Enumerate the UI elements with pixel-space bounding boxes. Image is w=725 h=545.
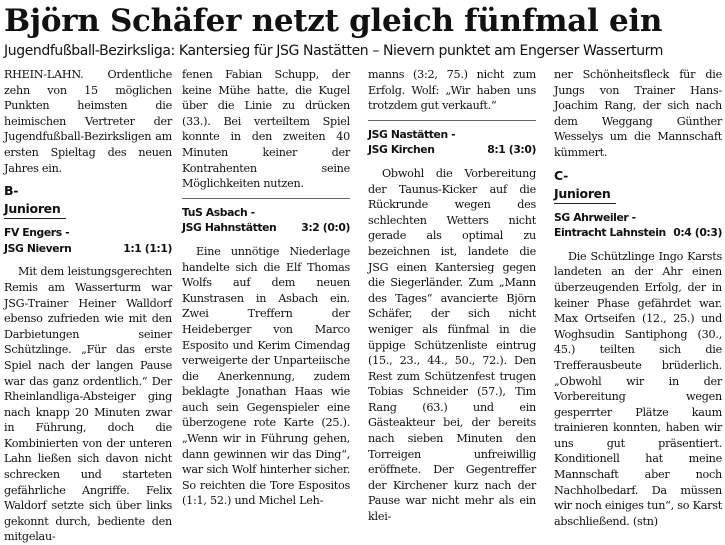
match-report: Obwohl die Vorbereitung der Taunus-Kicker auf die Rückrunde wegen des schlechten Wetters nicht gerade als optimal zu bezeichnen ist, landete die JSG einen Kantersieg gegen die Siegerländer. Zum „Mann des Tages“ avancierte Björn Schäfer, der sich nicht weniger als fünfmal in die üppige Schützenliste eintrug (15., 23., 44., 50., 72.). Den Rest zum Schützenfest trugen Tobias Schneider (57.), Tim Rang (63.) und ein Gästeakteur bei, der bereits nach sieben Minuten den Torreigen unfreiwillig eröffnete. Der Gegentreffer der Kirchener kurz nach der Pause war nicht mehr als ein klei- [368,166,536,524]
match-report: Mit dem leistungsgerechten Remis am Wasserturm war JSG-Trainer Heiner Walldorf ebenso zufrieden wie mit den Darbietungen seiner Schützlinge. „Für das erste Spiel nach der langen Pause war das ganz ordentlich.“ Der Rheinlandliga-Absteiger ging nach knapp 20 Minuten zwar in Führung, doch die Kombinierten von der unteren Lahn ließen sich davon nicht schrecken und starteten gefährliche Angriffe. Felix Waldorf setzte sich über links gekonnt durch, bediente den mitgelau- [4,265,172,544]
section-heading-c-junioren: C-Junioren [554,167,616,204]
continued-paragraph: fenen Fabian Schupp, der keine Mühe hatte, die Kugel über die Linie zu drücken (33.). Bei verteiltem Spiel konnte in den zweiten 40 Minuten keiner der Kontrahenten seine Möglichkeiten nutzen. [182,68,350,191]
match-report: Eine unnötige Niederlage handelte sich die Elf Thomas Wolfs auf dem neuen Kunstrasen in Asbach ein. Zwei Treffern der Heideberger von Marco Esposito und Kerim Cimendag verweigerte der Unparteiische die Anerkennung, zudem beklagte Jonathan Haas wie auch sein Gegenspieler eine überzogene rote Karte (25.). „Wenn wir in Führung gehen, dann gewinnen wir das Ding“, war sich Wolf hinterher sicher. So reichten die Tore Espositos (1:1, 52.) und Michel Leh- [182,244,350,508]
match-away-team: JSG Kirchen [368,143,435,157]
match-result [554,210,722,241]
match-result [182,205,350,236]
match-score: 8:1 (3:0) [487,143,536,157]
match-score: 0:4 (0:3) [673,226,722,240]
continued-paragraph: manns (3:2, 75.) nicht zum Erfolg. Wolf: „Wir haben uns trotzdem gut verkauft.“ [368,68,536,113]
subheadline: Jugendfußball-Bezirksliga: Kantersieg für JSG Nastätten – Nievern punktet am Engerser Wasserturm [4,43,664,59]
intro-paragraph: RHEIN-LAHN. Ordentliche zehn von 15 möglichen Punkten heimsten die heimischen Vertreter der Jugendfußball-Bezirksligen am ersten Spieltag des neuen Jahres ein. [4,68,172,175]
match-home-team: TuS Asbach - [182,205,255,219]
continued-paragraph: ner Schönheitsfleck für die Jungs von Trainer Hans-Joachim Rang, der sich nach dem Weggang Günther Wesselys um die Mannschaft kümmert. [554,68,722,159]
match-result [4,225,172,256]
match-home-team: SG Ahrweiler - [554,210,636,224]
column-3 [368,67,536,524]
match-away-team: Eintracht Lahnstein [554,226,666,240]
match-score: 3:2 (0:0) [301,221,350,235]
column-1 [4,67,172,544]
column-2 [182,67,350,508]
match-home-team: FV Engers - [4,226,70,240]
divider [182,198,350,199]
match-score: 1:1 (1:1) [123,241,172,255]
match-result [368,127,536,158]
divider [368,120,536,121]
match-away-team: JSG Hahnstätten [182,221,277,235]
headline: Björn Schäfer netzt gleich fünfmal ein [4,3,663,39]
match-home-team: JSG Nastätten - [368,127,456,141]
section-heading-b-junioren: B-Junioren [4,182,66,219]
match-report: Die Schützlinge Ingo Karsts landeten an der Ahr einen überzeugenden Erfolg, der in keiner Phase gefährdet war. Max Ortseifen (12., 25.) und Woghsudin Santiphong (30., 45.) teilten sich die Trefferausbeute brüderlich. „Obwohl wir in der Vorbereitung wegen gesperrter Plätze kaum trainieren konnten, haben wir uns gut präsentiert. Konditionell hat meine Mannschaft aber noch Nachholbedarf. Da müssen wir noch einiges tun“, so Karst abschließend. (stn) [554,249,722,528]
column-4 [554,67,722,528]
match-away-team: JSG Nievern [4,241,72,255]
